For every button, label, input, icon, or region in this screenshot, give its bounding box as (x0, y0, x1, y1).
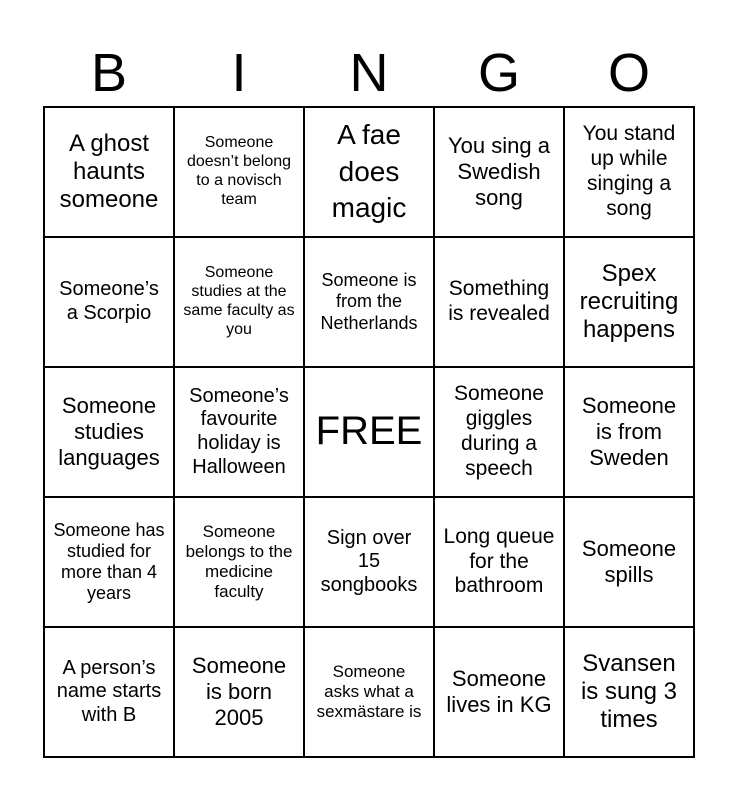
bingo-board (43, 106, 695, 758)
header-letter-o: O (607, 43, 650, 103)
header-letter-n: N (349, 43, 389, 103)
bingo-cell-r4c5[interactable]: Someone spills (564, 497, 694, 627)
bingo-cell-r2c1[interactable]: Someone’s a Scorpio (44, 237, 174, 367)
bingo-cell-r3c1[interactable]: Someone studies languages (44, 367, 174, 497)
bingo-cell-r1c5[interactable]: You stand up while singing a song (564, 107, 694, 237)
bingo-cell-free[interactable]: FREE (304, 367, 434, 497)
header-letter-b: B (90, 43, 128, 103)
bingo-cell-r3c5[interactable]: Someone is from Sweden (564, 367, 694, 497)
bingo-cell-r1c2[interactable]: Someone doesn’t belong to a novisch team (174, 107, 304, 237)
bingo-cell-r1c1[interactable]: A ghost haunts someone (44, 107, 174, 237)
header-letter-i: I (231, 43, 247, 103)
bingo-cell-r5c1[interactable]: A person’s name starts with B (44, 627, 174, 757)
bingo-cell-r5c4[interactable]: Someone lives in KG (434, 627, 564, 757)
bingo-cell-r3c4[interactable]: Someone giggles during a speech (434, 367, 564, 497)
bingo-cell-r2c4[interactable]: Something is revealed (434, 237, 564, 367)
bingo-cell-r1c4[interactable]: You sing a Swedish song (434, 107, 564, 237)
bingo-cell-r2c5[interactable]: Spex recruiting happens (564, 237, 694, 367)
bingo-cell-r1c3[interactable]: A fae does magic (304, 107, 434, 237)
bingo-cell-r5c5[interactable]: Svansen is sung 3 times (564, 627, 694, 757)
bingo-cell-r5c2[interactable]: Someone is born 2005 (174, 627, 304, 757)
bingo-cell-r4c4[interactable]: Long queue for the bathroom (434, 497, 564, 627)
header-letter-g: G (477, 43, 520, 103)
bingo-cell-r2c3[interactable]: Someone is from the Netherlands (304, 237, 434, 367)
bingo-cell-r4c2[interactable]: Someone belongs to the medicine faculty (174, 497, 304, 627)
bingo-cell-r5c3[interactable]: Someone asks what a sexmästare is (304, 627, 434, 757)
bingo-cell-r4c1[interactable]: Someone has studied for more than 4 years (44, 497, 174, 627)
bingo-header (44, 40, 694, 106)
bingo-cell-r4c3[interactable]: Sign over 15 songbooks (304, 497, 434, 627)
bingo-cell-r2c2[interactable]: Someone studies at the same faculty as you (174, 237, 304, 367)
bingo-cell-r3c2[interactable]: Someone’s favourite holiday is Halloween (174, 367, 304, 497)
